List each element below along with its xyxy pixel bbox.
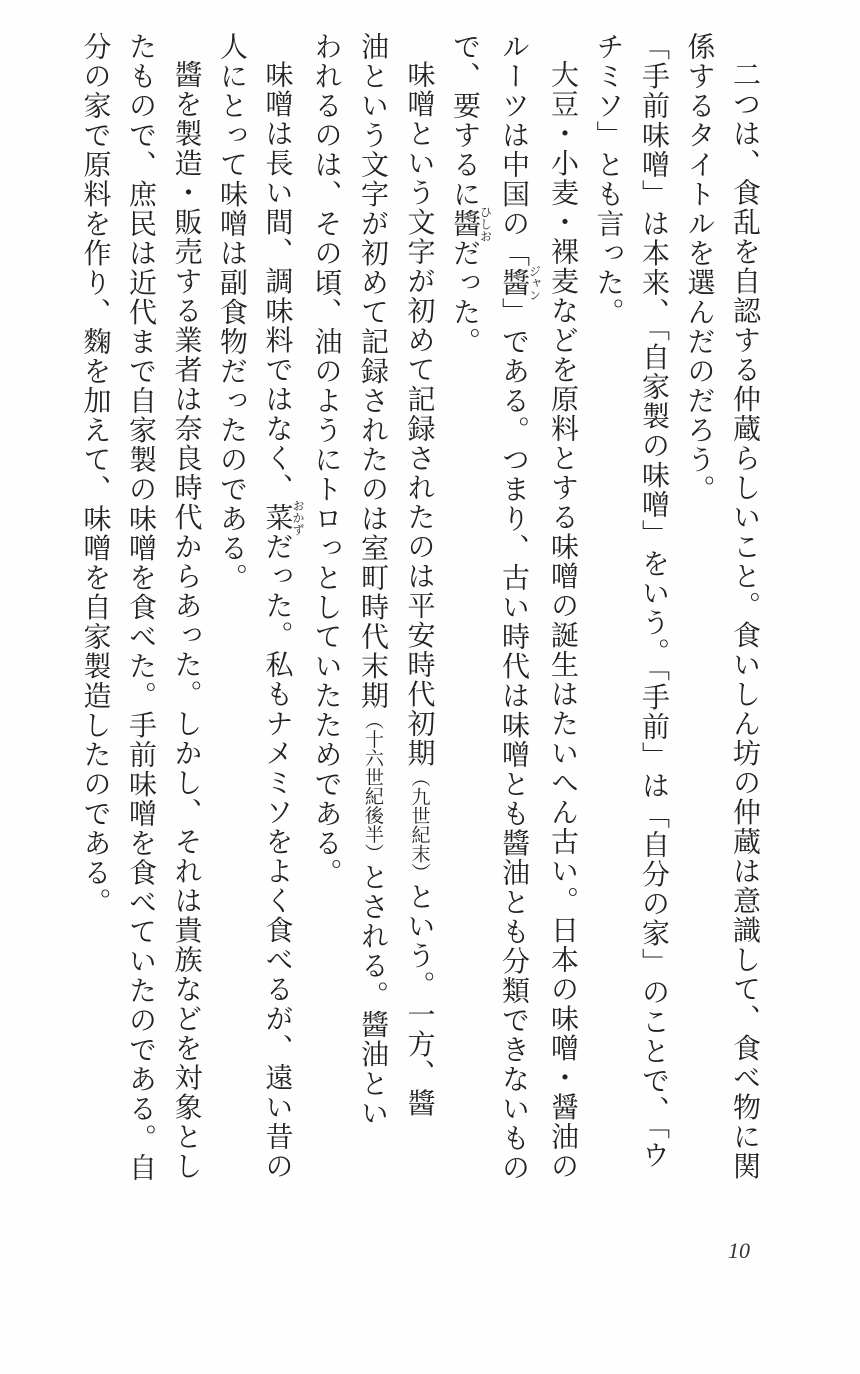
text-line: 分の家で原料を作り、麴を加えて、味噌を自家製造したのである。 — [79, 32, 113, 917]
ruby-base: 醬 — [498, 264, 531, 301]
text-line: 係するタイトルを選んだのだろう。 — [683, 32, 717, 504]
ruby-word — [449, 205, 493, 242]
text-line — [396, 32, 443, 1262]
inline-note: （九世紀末） — [408, 768, 431, 882]
ruby-word — [261, 499, 305, 536]
text-segment: で、要するに — [449, 32, 482, 209]
text-segment: 味噌は長い間、調味料ではなく、 — [261, 60, 295, 503]
ruby-reading: おかず — [291, 499, 305, 536]
text-segment: 」である。つまり、古い時代は味噌とも醬油とも分類できないもの — [498, 297, 531, 1183]
text-line — [255, 32, 304, 1262]
ruby-word — [498, 264, 542, 301]
text-line — [443, 32, 492, 1262]
text-segment: 油という文字が初めて記録されたのは室町時代末期 — [357, 32, 390, 711]
text-line: チミソ」とも言った。 — [592, 32, 626, 327]
ruby-base: 醬 — [449, 205, 482, 242]
text-segment: だった。私もナメミソをよく食べるが、遠い昔の — [261, 532, 295, 1181]
text-line: 「手前味噌」は本来、「自家製の味噌」をいう。「手前」は「自分の家」のことで、「ウ — [638, 32, 671, 1170]
text-segment: だった。 — [449, 238, 482, 357]
text-segment: ルーツは中国の「 — [498, 32, 531, 268]
body-text — [78, 32, 768, 1262]
text-segment: という。一方、醬 — [403, 882, 437, 1118]
text-line: 醬を製造・販売する業者は奈良時代からあった。しかし、それは貴族などを対象とし — [170, 60, 204, 1181]
text-line: 二つは、食乱を自認する仲蔵らしいこと。食いしん坊の仲蔵は意識して、食べ物に関 — [729, 60, 762, 1181]
ruby-reading: ジャン — [527, 264, 542, 301]
text-line: 人にとって味噌は副食物だったのである。 — [216, 32, 249, 593]
text-line — [350, 32, 397, 1262]
inline-note: （十六世紀後半） — [362, 710, 384, 863]
text-line: われるのは、その頃、油のようにトロっとしていたためである。 — [310, 32, 344, 888]
page-number: 10 — [728, 1238, 750, 1263]
text-line: 大豆・小麦・裸麦などを原料とする味噌の誕生はたいへん古い。日本の味噌・醤油の — [547, 60, 580, 1181]
text-segment: 味噌という文字が初めて記録されたのは平安時代初期 — [403, 60, 437, 768]
ruby-base: 菜 — [261, 499, 295, 536]
ruby-reading: ひしお — [478, 205, 493, 242]
text-segment: とされる。醬油とい — [357, 862, 390, 1128]
text-line: たもので、庶民は近代まで自家製の味噌を食べた。手前味噌を食べていたのである。自 — [125, 32, 158, 1183]
text-line — [492, 32, 541, 1262]
